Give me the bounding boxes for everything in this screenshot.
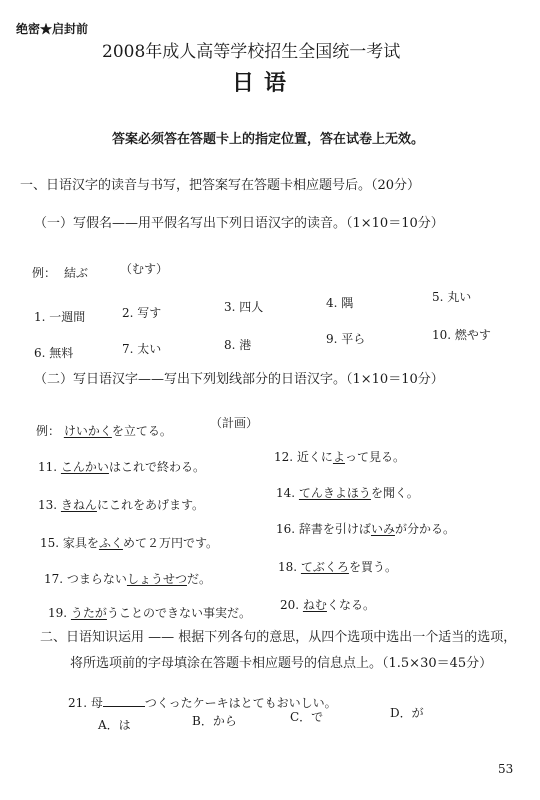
part1-example-word: 結ぶ [64, 266, 89, 280]
part2-example-answer: （計画） [210, 416, 259, 430]
option-c: C．で [290, 710, 324, 724]
part1-example-answer: （むす） [120, 262, 169, 276]
question-21-rest: つくったケーキはとてもおいしい。 [144, 696, 337, 710]
writing-item: 14. てんきよほうを聞く。 [276, 486, 419, 500]
part2-example-underlined: けいかく [63, 424, 112, 438]
writing-item: 17. つまらないしょうせつだ。 [44, 572, 211, 586]
answer-blank [103, 694, 145, 707]
reading-item: 6. 無料 [34, 346, 74, 360]
section2-heading-line2: 将所选项前的字母填涂在答题卡相应题号的信息点上。（1.5×30＝45分） [70, 656, 493, 671]
reading-item: 5. 丸い [432, 290, 472, 304]
part1-example-label: 例： [32, 266, 57, 280]
reading-item: 9. 平ら [326, 332, 366, 346]
writing-item: 11. こんかいはこれで終わる。 [38, 460, 205, 474]
writing-item: 16. 辞書を引けばいみが分かる。 [276, 522, 455, 536]
writing-item: 13. きねんにこれをあげます。 [38, 498, 204, 512]
section1-heading: 一、日语汉字的读音与书写，把答案写在答题卡相应题号后。（20分） [20, 178, 421, 193]
page-number: 53 [498, 762, 514, 776]
reading-item: 7. 太い [122, 342, 162, 356]
answer-notice: 答案必须答在答题卡上的指定位置，答在试卷上无效。 [112, 132, 425, 147]
writing-item: 20. ねむくなる。 [280, 598, 375, 612]
section2-heading-line1: 二、日语知识运用 —— 根据下列各句的意思，从四个选项中选出一个适当的选项， [40, 630, 517, 645]
part2-example-rest: を立てる。 [111, 424, 172, 438]
writing-item: 12. 近くによって見る。 [274, 450, 405, 464]
reading-item: 8. 港 [224, 338, 252, 352]
writing-item: 15. 家具をふくめて２万円です。 [40, 536, 218, 550]
writing-item: 19. うたがうことのできない事実だ。 [48, 606, 251, 620]
reading-item: 2. 写す [122, 306, 162, 320]
part2-heading: （二）写日语汉字——写出下列划线部分的日语汉字。（1×10＝10分） [34, 372, 444, 387]
exam-title: 2008年成人高等学校招生全国统一考试 [102, 42, 401, 62]
question-21-start: 21. 母 [68, 696, 103, 710]
part1-heading: （一）写假名——用平假名写出下列日语汉字的读音。（1×10＝10分） [34, 216, 444, 231]
option-a: A．は [98, 718, 131, 732]
part2-example-label: 例： [36, 424, 61, 438]
reading-item: 3. 四人 [224, 300, 264, 314]
writing-item: 18. てぶくろを買う。 [278, 560, 397, 574]
reading-item: 4. 隅 [326, 296, 354, 310]
reading-item: 1. 一週間 [34, 310, 86, 324]
option-d: D．が [390, 706, 424, 720]
part2-example [36, 424, 172, 438]
subject-title: 日语 [232, 70, 297, 96]
question-21 [68, 694, 337, 710]
secret-label: 绝密★启封前 [16, 22, 89, 36]
reading-item: 10. 燃やす [432, 328, 491, 342]
option-b: B．から [192, 714, 237, 728]
